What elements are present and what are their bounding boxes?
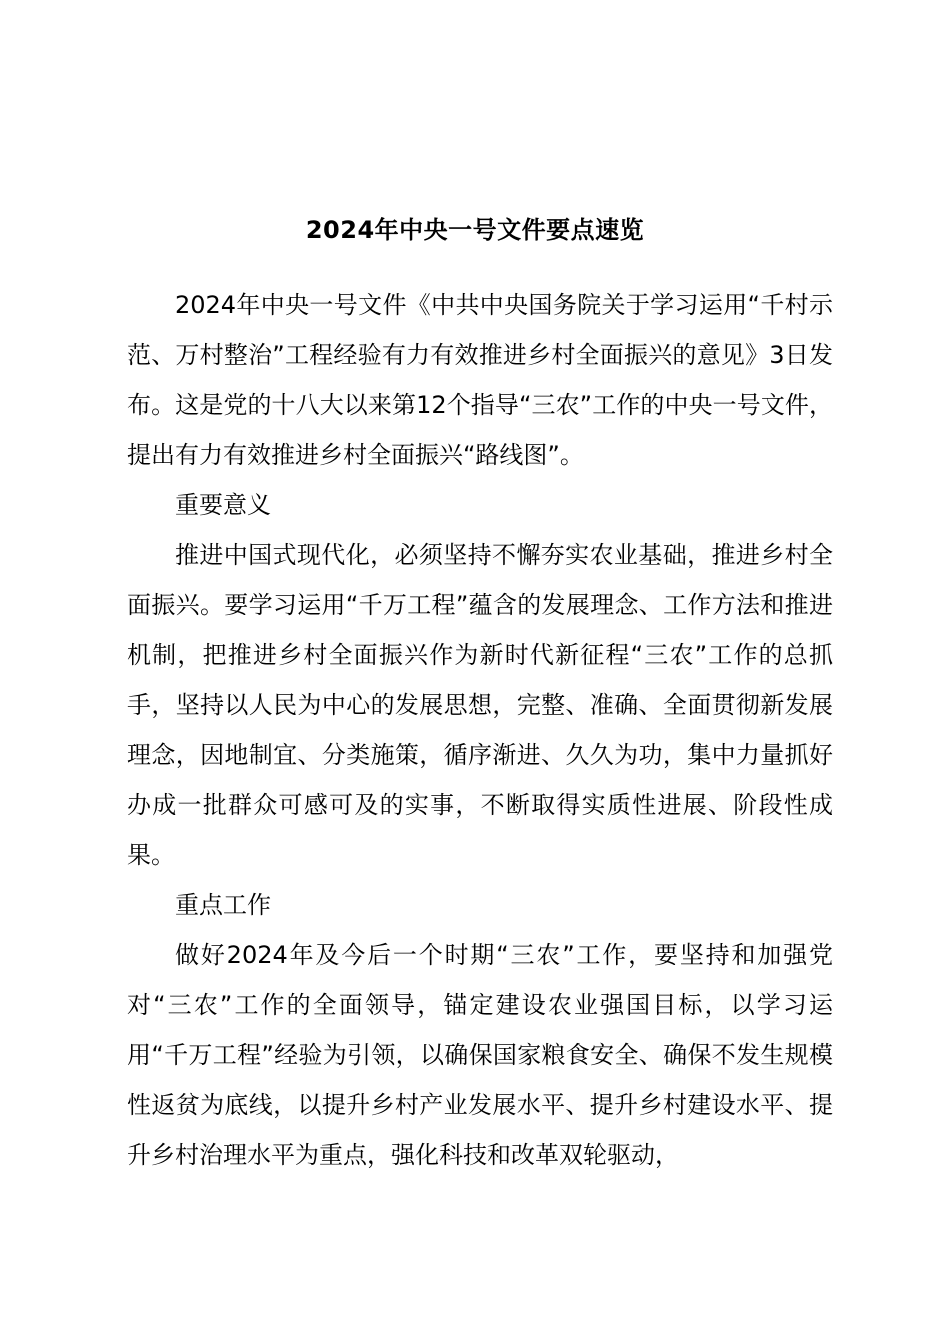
- document-body: [127, 280, 833, 1180]
- intro-paragraph: 2024年中央一号文件《中共中央国务院关于学习运用“千村示范、万村整治”工程经验有力有效推进乡村全面振兴的意见》3日发布。这是党的十八大以来第12个指导“三农”工作的中央一号文件，提出有力有效推进乡村全面振兴“路线图”。: [127, 291, 833, 469]
- section-heading-significance: 重要意义: [175, 491, 271, 519]
- section-heading-key-work: 重点工作: [175, 891, 271, 919]
- document-title: 2024年中央一号文件要点速览: [305, 216, 645, 244]
- significance-paragraph: 推进中国式现代化，必须坚持不懈夯实农业基础，推进乡村全面振兴。要学习运用“千万工程”蕴含的发展理念、工作方法和推进机制，把推进乡村全面振兴作为新时代新征程“三农”工作的总抓手，坚持以人民为中心的发展思想，完整、准确、全面贯彻新发展理念，因地制宜、分类施策，循序渐进、久久为功，集中力量抓好办成一批群众可感可及的实事，不断取得实质性进展、阶段性成果。: [127, 541, 833, 869]
- key-work-paragraph: 做好2024年及今后一个时期“三农”工作，要坚持和加强党对“三农”工作的全面领导，锚定建设农业强国目标，以学习运用“千万工程”经验为引领，以确保国家粮食安全、确保不发生规模性返贫为底线，以提升乡村产业发展水平、提升乡村建设水平、提升乡村治理水平为重点，强化科技和改革双轮驱动，: [127, 941, 833, 1169]
